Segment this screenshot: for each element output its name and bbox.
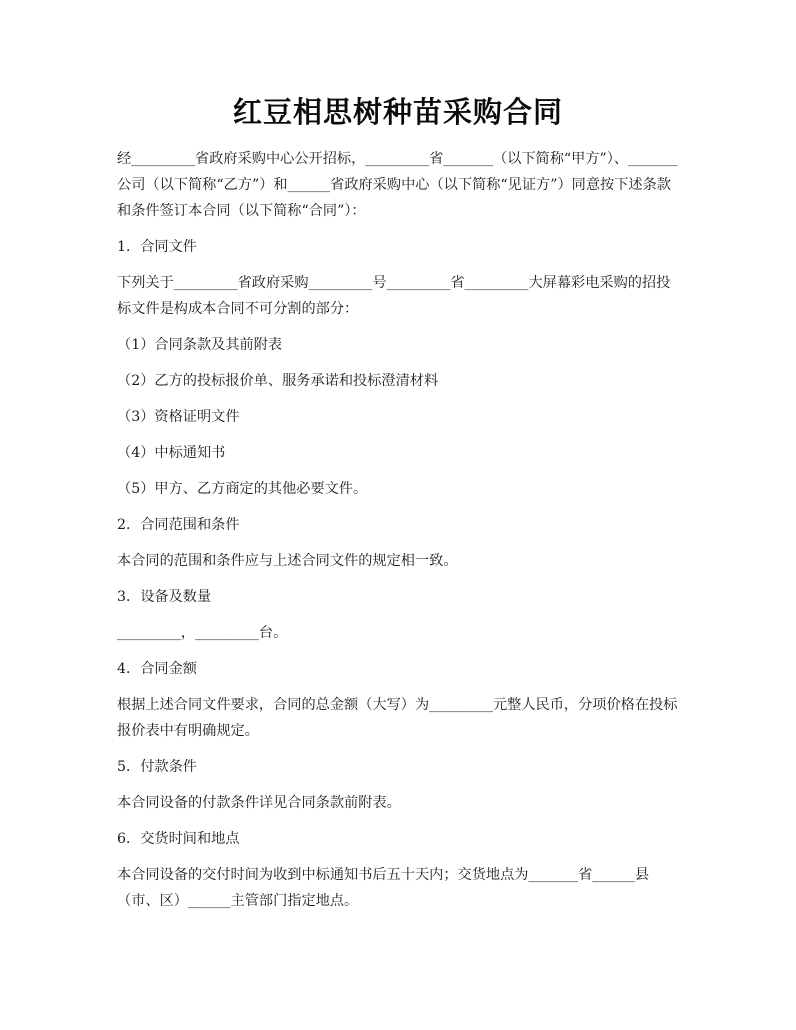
section-heading-payment: 5．付款条件 (117, 759, 197, 775)
equipment-paragraph: _________，_________台。 (117, 625, 288, 641)
delivery-paragraph: 本合同设备的交付时间为收到中标通知书后五十天内；交货地点为_______省______县（市、区）______主管部门指定地点。 (117, 867, 650, 909)
section-heading-equipment: 3．设备及数量 (117, 589, 212, 605)
list-item: （4）中标通知书 (117, 445, 226, 461)
intro-paragraph: 经_________省政府采购中心公开招标，_________省_______（以下简称“甲方”）、_______公司（以下简称“乙方”）和______省政府采购中心（以下简称“见证方”）同意按下述条款和条件签订本合同（以下简称“合同”）： (117, 151, 678, 219)
document-body (117, 146, 682, 924)
list-item: （2）乙方的投标报价单、服务承诺和投标澄清材料 (117, 373, 439, 389)
document-title: 红豆相思树种苗采购合同 (232, 95, 563, 129)
section-heading-scope: 2．合同范围和条件 (117, 517, 240, 533)
scope-paragraph: 本合同的范围和条件应与上述合同文件的规定相一致。 (117, 553, 458, 569)
list-item: （1）合同条款及其前附表 (117, 337, 283, 353)
section-heading-delivery: 6．交货时间和地点 (117, 831, 240, 847)
section-heading-contract-documents: 1．合同文件 (117, 239, 197, 255)
amount-paragraph: 根据上述合同文件要求，合同的总金额（大写）为_________元整人民币，分项价格在投标报价表中有明确规定。 (117, 697, 678, 739)
section-heading-amount: 4．合同金额 (117, 661, 197, 677)
contract-documents-paragraph: 下列关于_________省政府采购_________号_________省_________大屏幕彩电采购的招投标文件是构成本合同不可分割的部分： (117, 275, 671, 317)
list-item: （3）资格证明文件 (117, 409, 240, 425)
list-item: （5）甲方、乙方商定的其他必要文件。 (117, 481, 368, 497)
payment-paragraph: 本合同设备的付款条件详见合同条款前附表。 (117, 795, 401, 811)
